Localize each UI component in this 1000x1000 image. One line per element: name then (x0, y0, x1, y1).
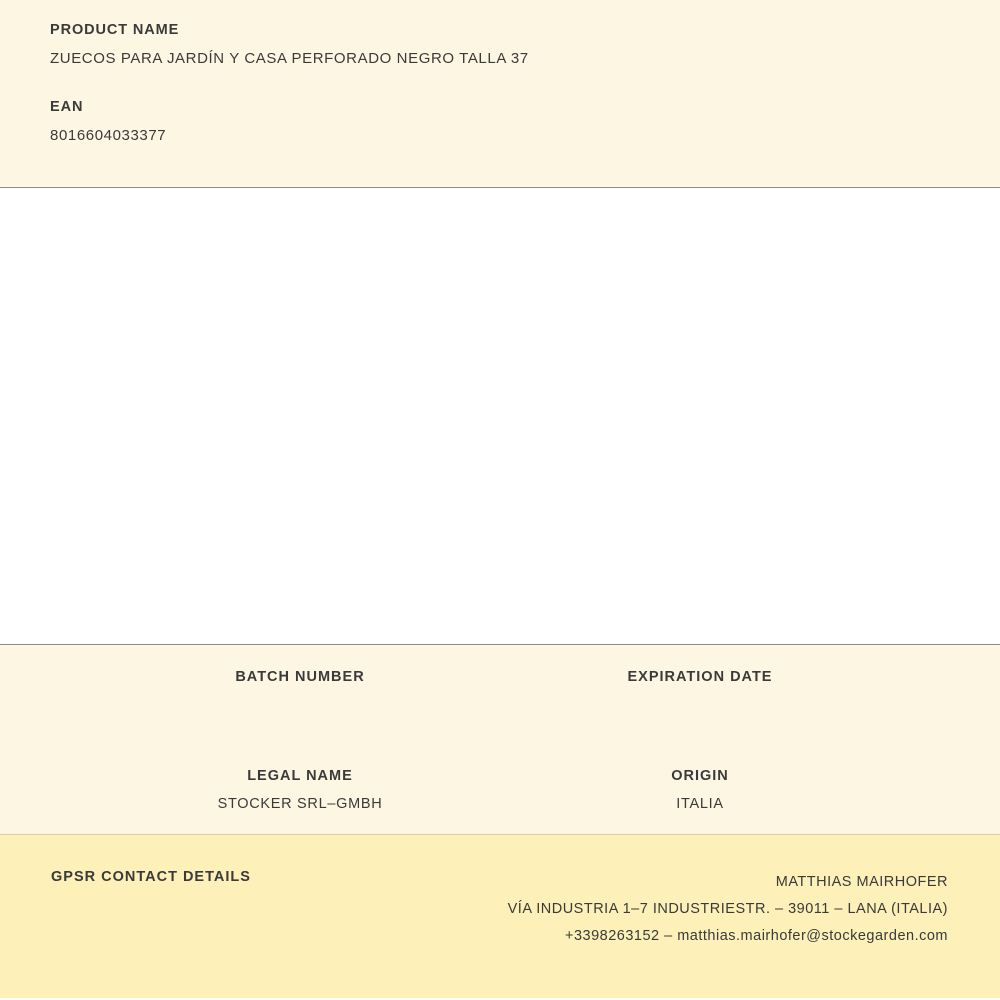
legal-origin-row (0, 768, 1000, 813)
contact-phone-email: +3398263152 – matthias.mairhofer@stockegarden.com (565, 928, 948, 944)
origin-cell (500, 768, 900, 813)
product-name-field (50, 22, 950, 67)
origin-label: ORIGIN (671, 768, 729, 784)
contact-address: VÍA INDUSTRIA 1–7 INDUSTRIESTR. – 39011 – LANA (ITALIA) (507, 901, 948, 917)
row-spacer-right (900, 669, 1000, 714)
batch-number-value (100, 697, 500, 714)
product-info-section (0, 0, 1000, 188)
blank-content-area (0, 188, 1000, 645)
gpsr-contact-section (0, 835, 1000, 998)
origin-value: ITALIA (676, 796, 724, 812)
legal-name-label: LEGAL NAME (247, 768, 353, 784)
gpsr-contact-label: GPSR CONTACT DETAILS (51, 869, 251, 885)
ean-value: 8016604033377 (50, 127, 167, 144)
gpsr-contact-details (508, 869, 948, 950)
batch-number-label: BATCH NUMBER (235, 669, 365, 685)
row-spacer-2-right (900, 768, 1000, 813)
row-divider-space (0, 714, 1000, 768)
row-spacer-2 (0, 768, 100, 813)
expiration-date-cell (500, 669, 900, 714)
ean-label: EAN (50, 99, 84, 115)
product-name-label: PRODUCT NAME (50, 22, 180, 38)
legal-name-cell (100, 768, 500, 813)
product-details-section (0, 645, 1000, 835)
ean-field (50, 99, 950, 144)
expiration-date-label: EXPIRATION DATE (627, 669, 773, 685)
contact-name: MATTHIAS MAIRHOFER (775, 874, 948, 890)
batch-expiration-row (0, 669, 1000, 714)
row-spacer (0, 669, 100, 714)
legal-name-value: STOCKER SRL–GMBH (217, 796, 383, 812)
expiration-date-value (500, 697, 900, 714)
product-name-value: ZUECOS PARA JARDÍN Y CASA PERFORADO NEGRO TALLA 37 (50, 50, 529, 67)
batch-number-cell (100, 669, 500, 714)
